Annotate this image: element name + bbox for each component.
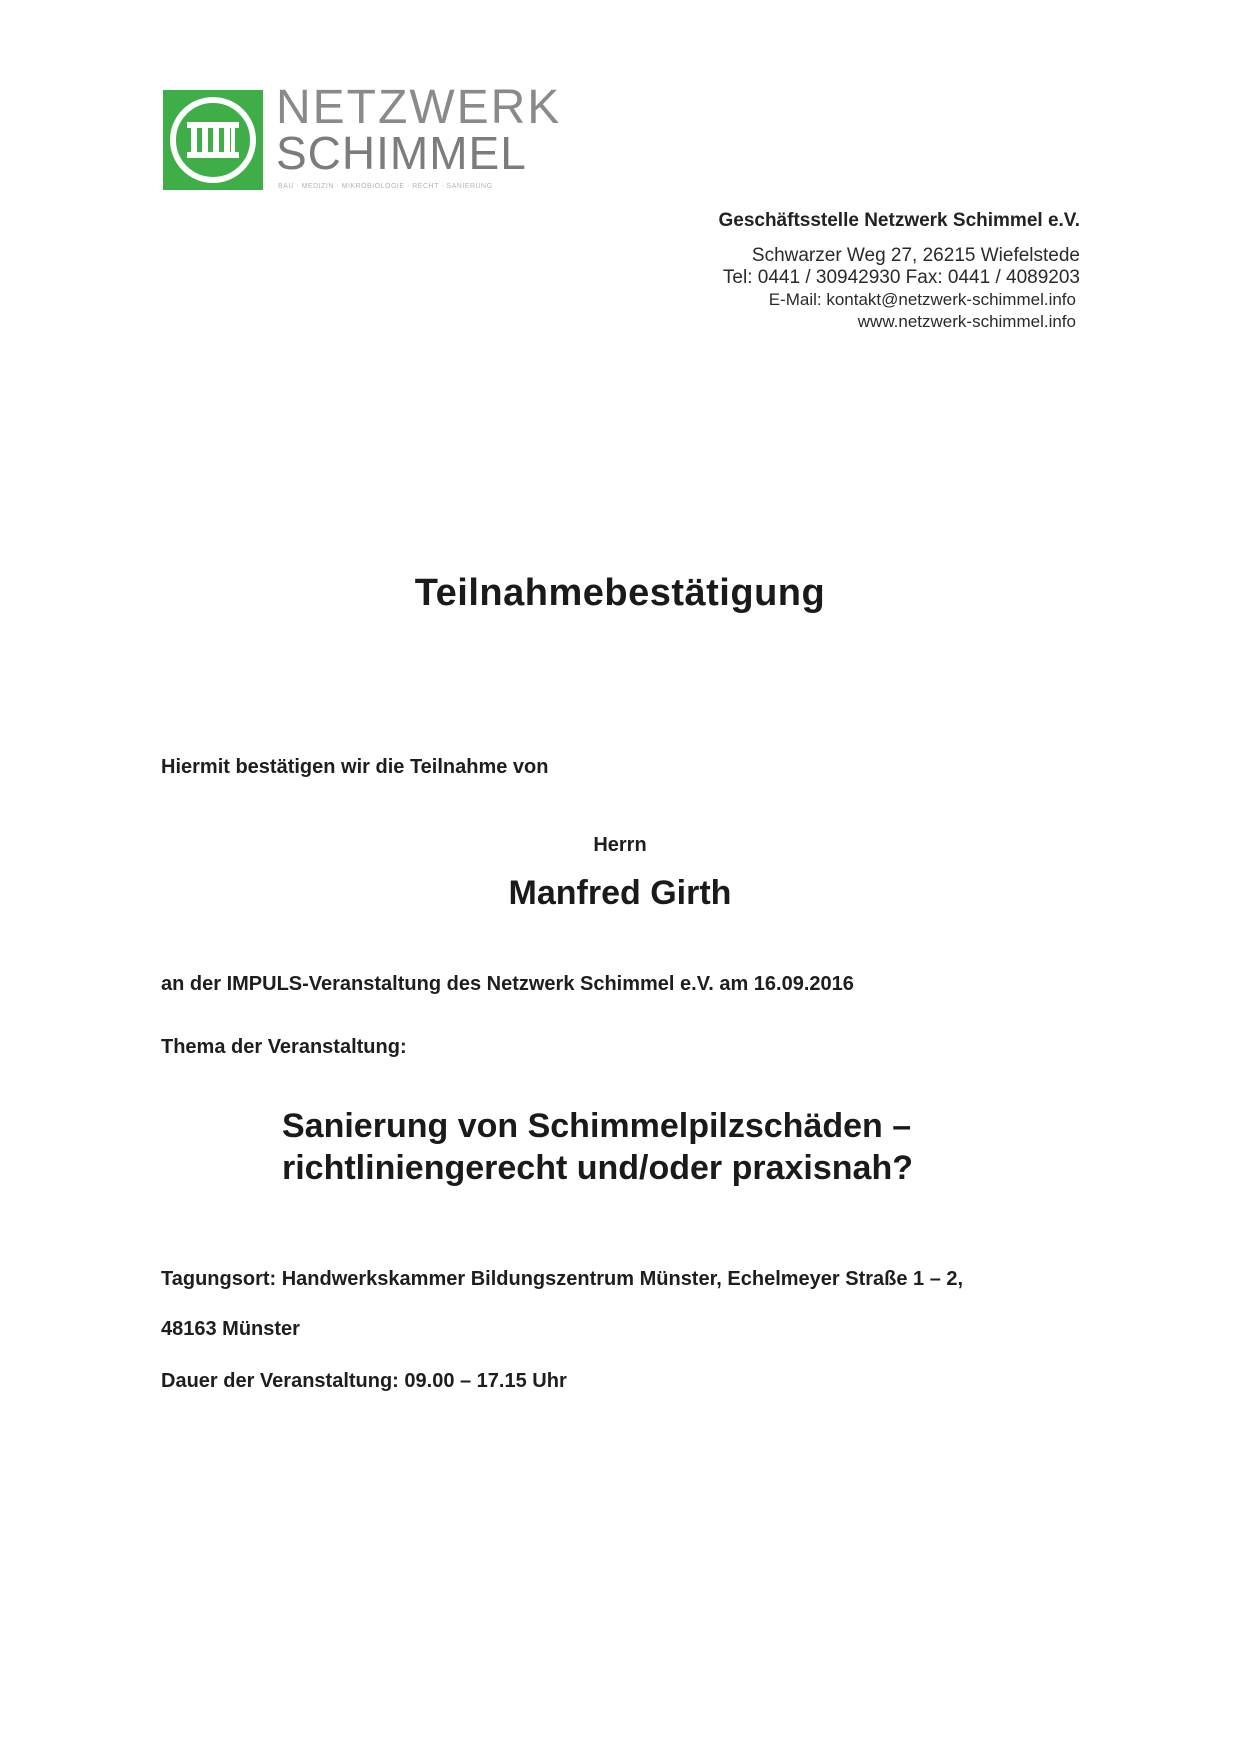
event-topic	[282, 1105, 913, 1189]
venue-line-2: 48163 Münster	[161, 1318, 300, 1340]
salutation: Herrn	[593, 834, 647, 856]
document-title: Teilnahmebestätigung	[414, 572, 826, 614]
logo-text-netzwerk: NETZWERK	[276, 81, 562, 134]
sender-email: E-Mail: kontakt@netzwerk-schimmel.info	[768, 290, 1076, 309]
event-line: an der IMPULS-Veranstaltung des Netzwerk Schimmel e.V. am 16.09.2016	[161, 973, 854, 995]
sender-organization: Geschäftsstelle Netzwerk Schimmel e.V.	[718, 210, 1080, 231]
topic-line-1: Sanierung von Schimmelpilzschäden –	[282, 1107, 912, 1145]
columns-building-icon	[163, 90, 263, 190]
event-duration: Dauer der Veranstaltung: 09.00 – 17.15 Uhr	[161, 1370, 567, 1392]
participant-name: Manfred Girth	[508, 874, 732, 912]
topic-label: Thema der Veranstaltung:	[161, 1036, 407, 1058]
sender-phone-fax: Tel: 0441 / 30942930 Fax: 0441 / 4089203	[722, 267, 1080, 288]
venue-line-1: Tagungsort: Handwerkskammer Bildungszentrum Münster, Echelmeyer Straße 1 – 2,	[161, 1268, 964, 1290]
logo-tagline: BAU · MEDIZIN · MIKROBIOLOGIE · RECHT · SANIERUNG	[278, 183, 493, 190]
intro-text: Hiermit bestätigen wir die Teilnahme von	[161, 756, 549, 778]
sender-website: www.netzwerk-schimmel.info	[857, 312, 1076, 331]
logo-text-schimmel: SCHIMMEL	[276, 127, 527, 179]
sender-address: Schwarzer Weg 27, 26215 Wiefelstede	[751, 245, 1080, 266]
organization-logo	[163, 81, 583, 200]
sender-address-block	[718, 209, 1080, 333]
topic-line-2: richtliniengerecht und/oder praxisnah?	[282, 1149, 913, 1187]
